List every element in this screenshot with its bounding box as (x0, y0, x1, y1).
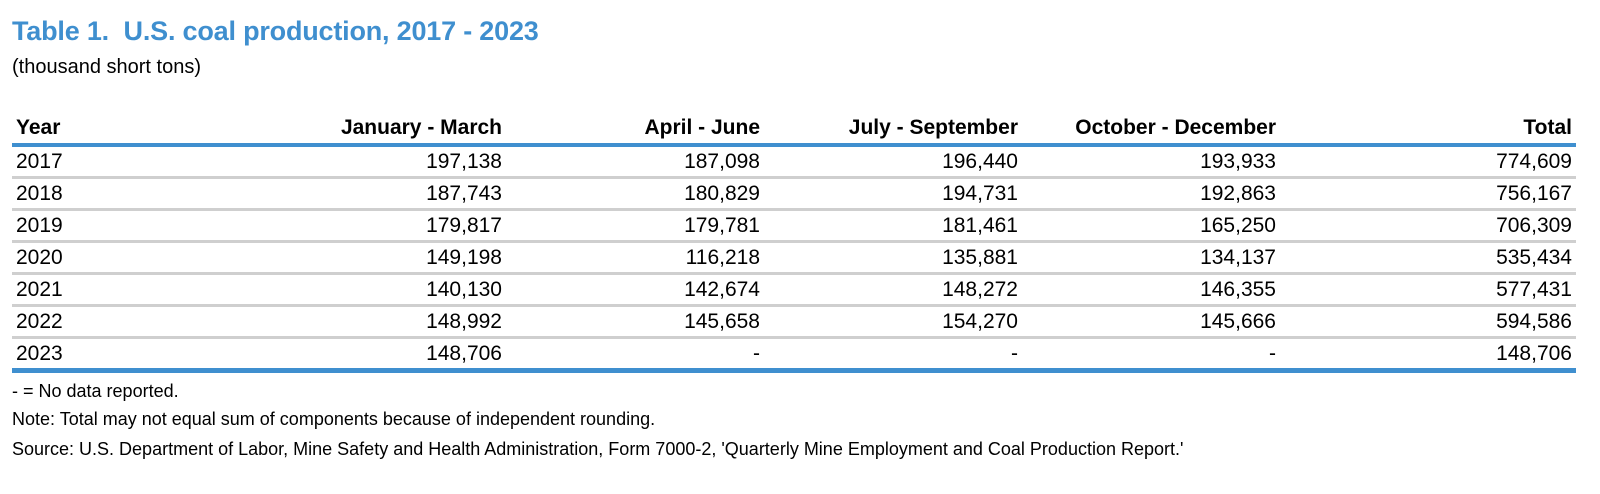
q4-cell: 165,250 (1022, 210, 1280, 242)
table-row (12, 338, 1576, 371)
total-cell: 774,609 (1280, 145, 1576, 178)
q1-cell: 179,817 (196, 210, 506, 242)
q4-cell: 145,666 (1022, 306, 1280, 338)
table-row (12, 306, 1576, 338)
q2-cell: 116,218 (506, 242, 764, 274)
q4-cell: 146,355 (1022, 274, 1280, 306)
q4-cell: 192,863 (1022, 178, 1280, 210)
q2-cell: 145,658 (506, 306, 764, 338)
q1-cell: 149,198 (196, 242, 506, 274)
q1-cell: 148,706 (196, 338, 506, 371)
rounding-note: Note: Total may not equal sum of components because of independent rounding. (12, 409, 656, 429)
q3-cell: - (764, 338, 1022, 371)
q3-cell: 148,272 (764, 274, 1022, 306)
q3-cell: 181,461 (764, 210, 1022, 242)
year-cell: 2017 (12, 145, 196, 178)
total-cell: 594,586 (1280, 306, 1576, 338)
year-cell: 2021 (12, 274, 196, 306)
column-header-year: Year (12, 112, 196, 145)
coal-production-table (12, 112, 1576, 373)
q3-cell: 194,731 (764, 178, 1022, 210)
q3-cell: 135,881 (764, 242, 1022, 274)
year-cell: 2019 (12, 210, 196, 242)
q3-cell: 196,440 (764, 145, 1022, 178)
column-header-q2: April - June (506, 112, 764, 145)
no-data-legend: - = No data reported. (12, 381, 179, 401)
year-cell: 2022 (12, 306, 196, 338)
table-title: Table 1. U.S. coal production, 2017 - 2023 (12, 16, 539, 46)
total-cell: 706,309 (1280, 210, 1576, 242)
q2-cell: 179,781 (506, 210, 764, 242)
year-cell: 2023 (12, 338, 196, 371)
table-row (12, 145, 1576, 178)
column-header-total: Total (1280, 112, 1576, 145)
q2-cell: - (506, 338, 764, 371)
column-header-q4: October - December (1022, 112, 1280, 145)
total-cell: 535,434 (1280, 242, 1576, 274)
q1-cell: 187,743 (196, 178, 506, 210)
table-row (12, 178, 1576, 210)
q2-cell: 180,829 (506, 178, 764, 210)
q1-cell: 148,992 (196, 306, 506, 338)
column-header-q3: July - September (764, 112, 1022, 145)
q4-cell: 134,137 (1022, 242, 1280, 274)
q4-cell: 193,933 (1022, 145, 1280, 178)
q2-cell: 187,098 (506, 145, 764, 178)
total-cell: 756,167 (1280, 178, 1576, 210)
column-header-q1: January - March (196, 112, 506, 145)
table-row (12, 210, 1576, 242)
table-row (12, 242, 1576, 274)
q3-cell: 154,270 (764, 306, 1022, 338)
q1-cell: 140,130 (196, 274, 506, 306)
table-row (12, 274, 1576, 306)
year-cell: 2020 (12, 242, 196, 274)
q4-cell: - (1022, 338, 1280, 371)
header-row (12, 112, 1576, 145)
year-cell: 2018 (12, 178, 196, 210)
table-units: (thousand short tons) (12, 56, 201, 78)
table-footnotes (12, 378, 1183, 462)
source-note: Source: U.S. Department of Labor, Mine Safety and Health Administration, Form 7000-2, 'Quarterly Mine Employment and Coal Production Report.' (12, 439, 1184, 459)
total-cell: 148,706 (1280, 338, 1576, 371)
q1-cell: 197,138 (196, 145, 506, 178)
total-cell: 577,431 (1280, 274, 1576, 306)
q2-cell: 142,674 (506, 274, 764, 306)
